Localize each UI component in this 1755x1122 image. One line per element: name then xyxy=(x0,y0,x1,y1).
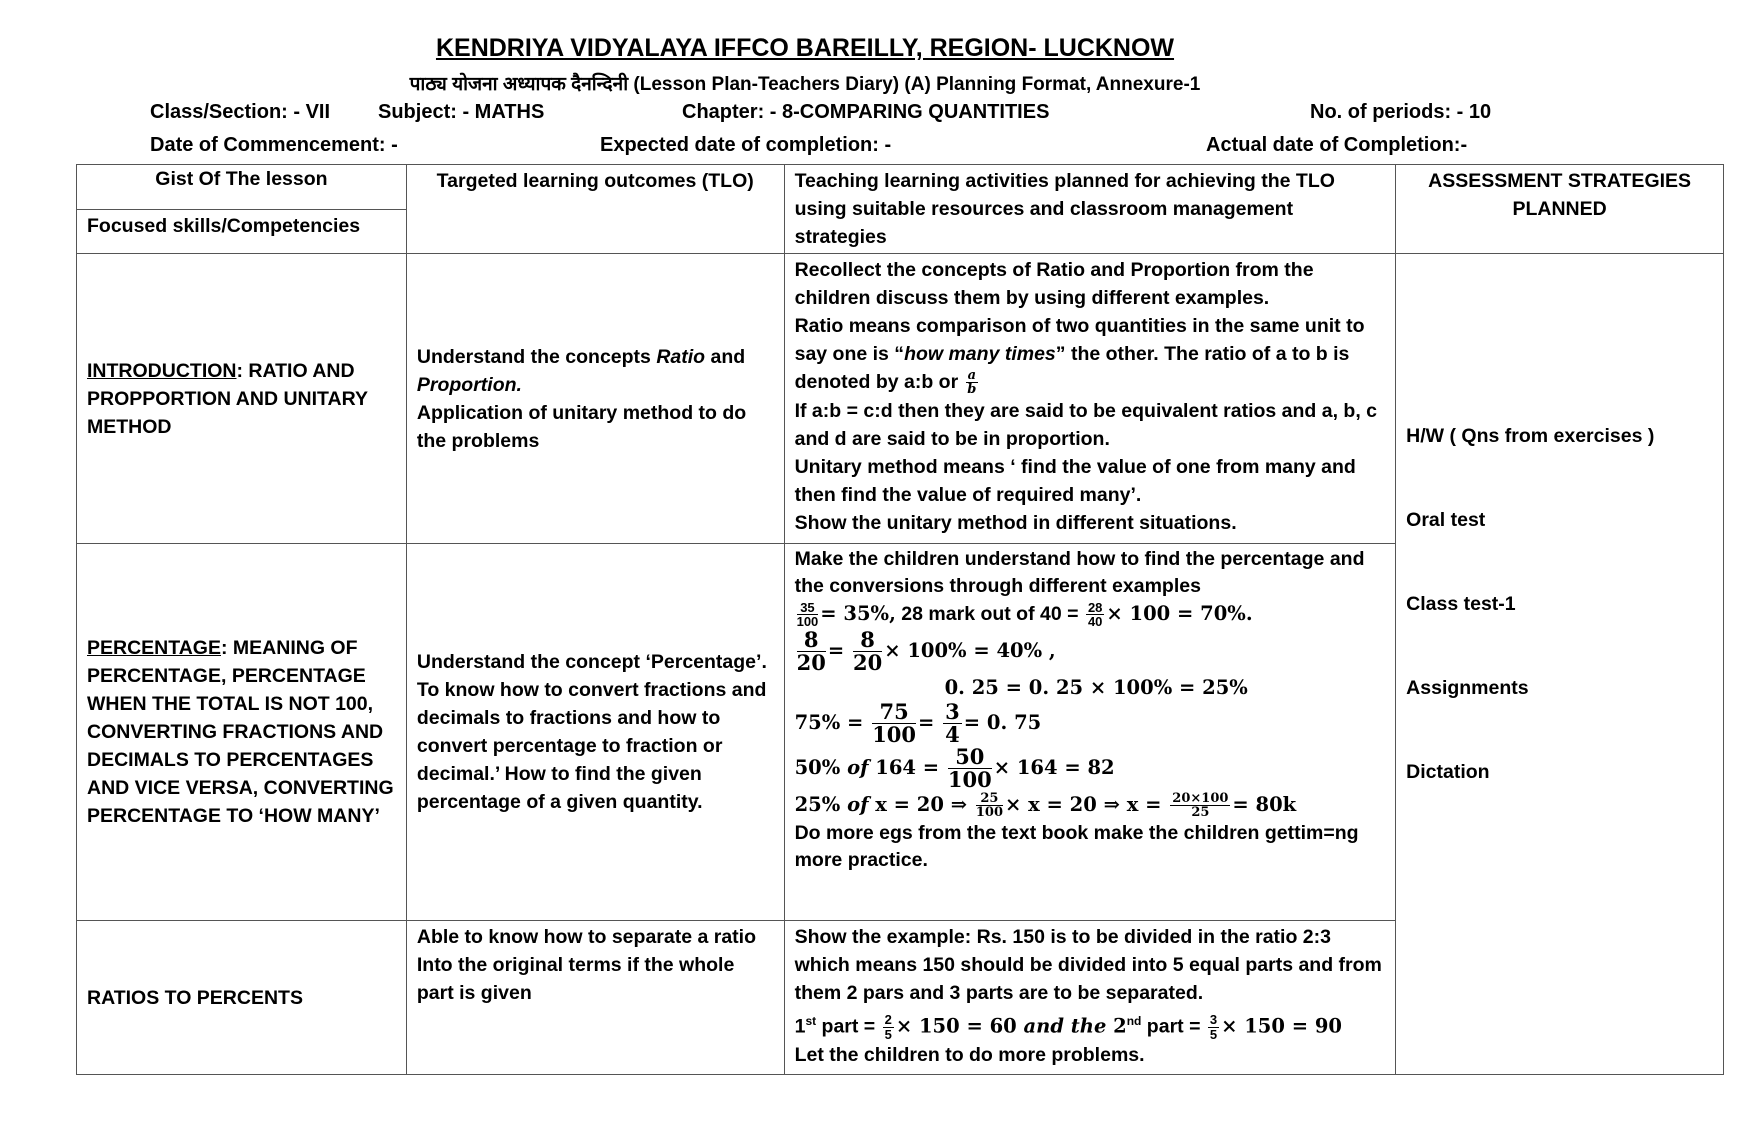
fraction: $\frac{3}{4}$ xyxy=(945,699,960,748)
assessment-header: ASSESSMENT STRATEGIES PLANNED xyxy=(1396,165,1724,254)
page-subtitle: पाठ्य योजना अध्यापक दैनन्दिनी (Lesson Plan-Teachers Diary) (A) Planning Format, Annexure-1 xyxy=(409,74,1201,95)
fraction: $\frac{8}{20}$ xyxy=(796,626,826,676)
fraction: $\frac{25}{100}$ xyxy=(975,790,1004,821)
activities-header: Teaching learning activities planned for achieving the TLO using suitable resources and classroom management strategies xyxy=(784,165,1396,254)
assessment-item: Dictation xyxy=(1406,761,1490,783)
activity-text: Show the unitary method in different situations. xyxy=(794,511,1237,534)
tlo-text: Understand the concepts xyxy=(416,345,657,368)
equation-5: 50% of 164 = $\frac{50}{100}$ × 164 = 82 xyxy=(794,744,1115,793)
activity-text: Recollect the concepts of Ratio and Proportion from the children discuss them by using different examples. xyxy=(794,259,1314,309)
tlo-ratio: Ratio xyxy=(656,345,706,368)
tlo-text-2: Application of unitary method to do the problems xyxy=(416,401,747,452)
fraction: $\frac{a}{b}$ xyxy=(967,367,977,398)
assessment-item: H/W ( Qns from exercises ) xyxy=(1406,425,1655,447)
equation-2: $\frac{8}{20}$ = $\frac{8}{20}$ × 100% = 40% , xyxy=(796,626,1056,676)
activities-cell xyxy=(784,544,1396,921)
gist-text: : MEANING OF PERCENTAGE, PERCENTAGE WHEN THE TOTAL IS NOT 100, CONVERTING FRACTIONS AND DECIMALS TO PERCENTAGES AND VICE VERSA, CONVERTING PERCENTAGE TO ‘HOW MANY’ xyxy=(87,637,394,827)
table-row xyxy=(77,254,1724,544)
tlo-cell: Understand the concept ‘Percentage’. To know how to convert fractions and decimals to fractions and how to convert percentage to fraction or decimal.’ How to find the given percentage of a given quantity. xyxy=(406,544,784,921)
activity-text: If a:b = c:d then they are said to be equivalent ratios and a, b, c and d are said to be in proportion. xyxy=(794,399,1378,450)
chapter: Chapter: - 8-COMPARING QUANTITIES xyxy=(682,101,1050,123)
fraction: $\frac{50}{100}$ xyxy=(947,744,992,793)
tlo-cell: Able to know how to separate a ratio Into the original terms if the whole part is given xyxy=(406,921,784,1075)
activity-text: Unitary method means ‘ find the value of one from many and then find the value of required many’. xyxy=(794,455,1356,506)
activity-text: Let the children to do more problems. xyxy=(794,1044,1145,1067)
fraction: $\frac{2}{5}$ xyxy=(884,1012,892,1042)
skills-header: Focused skills/Competencies xyxy=(77,209,406,248)
fraction: $\frac{8}{20}$ xyxy=(852,626,883,676)
table-header-row xyxy=(77,165,1724,254)
assessment-item: Oral test xyxy=(1406,509,1486,531)
fraction: $\frac{28}{40}$ xyxy=(1087,599,1103,630)
tlo-cell xyxy=(406,254,784,544)
gist-cell: RATIOS TO PERCENTS xyxy=(77,921,407,1075)
gist-label: INTRODUCTION xyxy=(87,359,237,382)
tlo-header: Targeted learning outcomes (TLO) xyxy=(406,165,784,254)
equation-3: 0. 25 = 0. 25 × 100% = 25% xyxy=(944,676,1248,700)
activities-cell xyxy=(784,254,1396,544)
equation-4: 75% = $\frac{75}{100}$ = $\frac{3}{4}$ = 0. 75 xyxy=(794,699,1042,748)
gist-cell xyxy=(77,254,407,544)
gist-header-cell xyxy=(77,165,407,254)
activity-text: Do more egs from the text book make the children gettim=ng more practice. xyxy=(794,821,1359,871)
class-section: Class/Section: - VII xyxy=(150,101,331,123)
gist-cell xyxy=(77,544,407,921)
activity-text: Make the children understand how to find the percentage and the conversions through different examples xyxy=(794,548,1365,597)
assessment-cell xyxy=(1396,254,1724,1075)
lesson-plan-table xyxy=(76,164,1724,1075)
fraction: $\frac{20\times 100}{25}$ xyxy=(1172,790,1229,821)
equation-6: 25% of x = 20 ⇒ $\frac{25}{100}$ × x = 20 ⇒ x = $\frac{20\times 100}{25}$ = 80k xyxy=(794,790,1297,821)
tlo-and: and xyxy=(705,345,746,368)
subject: Subject: - MATHS xyxy=(378,101,545,123)
equation-1: $\frac{35}{100}$ = 35%, 28 mark out of 40 = $\frac{28}{40}$ × 100 = 70%. xyxy=(796,599,1253,630)
actual-date: Actual date of Completion:- xyxy=(1206,134,1468,156)
assessment-item: Class test-1 xyxy=(1406,593,1516,615)
activities-cell xyxy=(784,921,1396,1075)
activity-ratio-def: Ratio means comparison of two quantities in the same unit to say one is “how many times” the other. The ratio of a to b is denoted by a:b or $\frac{a}{b}$ xyxy=(794,315,1365,398)
gist-header: Gist Of The lesson xyxy=(155,168,328,190)
assessment-item: Assignments xyxy=(1406,677,1529,699)
fraction: $\frac{35}{100}$ xyxy=(796,599,819,630)
no-of-periods: No. of periods: - 10 xyxy=(1310,101,1492,123)
gist-label: PERCENTAGE xyxy=(87,637,221,659)
expected-date: Expected date of completion: - xyxy=(600,134,892,156)
equation-parts: 1st part = $\frac{2}{5}$ × 150 = 60 and the 2nd part = $\frac{3}{5}$ × 150 = 90 xyxy=(794,1012,1342,1042)
fraction: $\frac{3}{5}$ xyxy=(1209,1012,1218,1042)
activity-text: Show the example: Rs. 150 is to be divided in the ratio 2:3 which means 150 should be divided into 5 equal parts and from them 2 pars and 3 parts are to be separated. xyxy=(794,926,1382,1004)
fraction: $\frac{75}{100}$ xyxy=(872,699,917,748)
page-title: KENDRIYA VIDYALAYA IFFCO BAREILLY, REGION- LUCKNOW xyxy=(435,34,1175,62)
gist-text: : RATIO AND PROPPORTION AND UNITARY METHOD xyxy=(87,359,368,438)
date-of-commencement: Date of Commencement: - xyxy=(150,134,398,156)
tlo-proportion: Proportion. xyxy=(416,373,522,396)
